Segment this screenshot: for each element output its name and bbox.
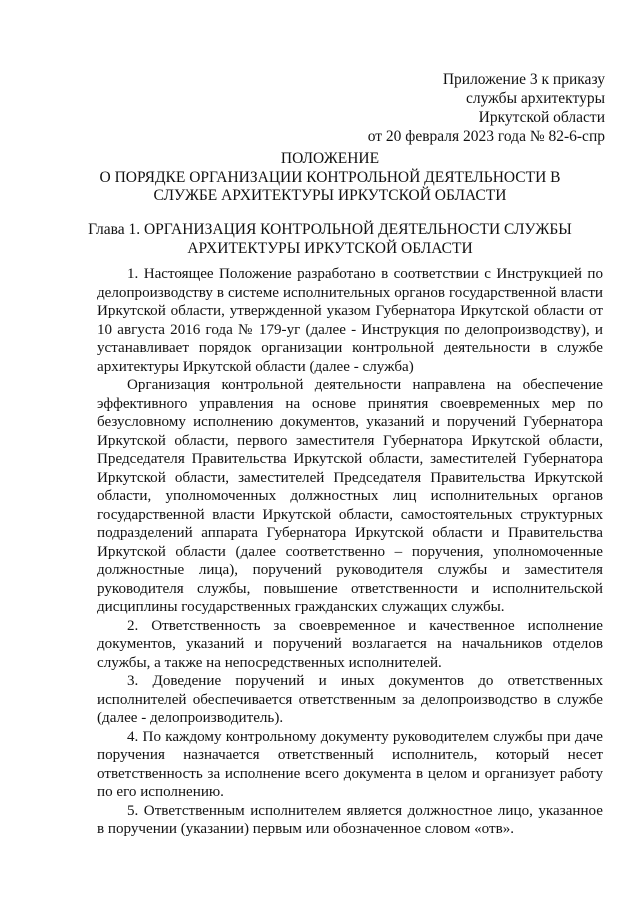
chapter-line: АРХИТЕКТУРЫ ИРКУТСКОЙ ОБЛАСТИ (187, 239, 473, 257)
appendix-line: Иркутской области (478, 109, 605, 126)
chapter-heading (60, 221, 600, 258)
title-line: О ПОРЯДКЕ ОРГАНИЗАЦИИ КОНТРОЛЬНОЙ ДЕЯТЕЛЬНОСТИ В (99, 168, 561, 186)
appendix-line: службы архитектуры (466, 90, 605, 107)
paragraph: 1. Настоящее Положение разработано в соответствии с Инструкцией по делопроизводству в системе исполнительных органов государственной власти Иркутской области, утвержденной указом Губернатора Иркутской области от 10 августа 2016 года № 179-уг (далее - Инструкция по делопроизводству), и устанавливает порядок организации контрольной деятельности в службе архитектуры Иркутской области (далее - служба) (97, 266, 603, 375)
appendix-line: от 20 февраля 2023 года № 82-6-спр (367, 128, 605, 145)
paragraph: 2. Ответственность за своевременное и качественное исполнение документов, указаний и поручений возлагается на начальников отделов службы, а также на непосредственных исполнителей. (97, 617, 603, 671)
paragraph: 5. Ответственным исполнителем является должностное лицо, указанное в поручении (указании) первым или обозначенное словом «отв». (97, 802, 603, 837)
paragraph: 3. Доведение поручений и иных документов до ответственных исполнителей обеспечивается ответственным за делопроизводство в службе (далее - делопроизводитель). (97, 673, 603, 726)
document-body (97, 265, 603, 839)
appendix-header (345, 70, 605, 146)
title-line: ПОЛОЖЕНИЕ (280, 150, 380, 167)
title-line: СЛУЖБЕ АРХИТЕКТУРЫ ИРКУТСКОЙ ОБЛАСТИ (153, 187, 507, 204)
appendix-line: Приложение 3 к приказу (442, 71, 605, 88)
chapter-line: Глава 1. ОРГАНИЗАЦИЯ КОНТРОЛЬНОЙ ДЕЯТЕЛЬНОСТИ СЛУЖБЫ (88, 221, 572, 238)
document-title (60, 150, 600, 206)
paragraph: 4. По каждому контрольному документу руководителем службы при даче поручения назначается ответственный исполнитель, который несет ответственность за исполнение всего документа в целом и организует работу по его исполнению. (97, 728, 603, 800)
paragraph: Организация контрольной деятельности направлена на обеспечение эффективного управления на основе принятия своевременных мер по безусловному исполнению документов, указаний и поручений Губернатора Иркутской области, первого заместителя Губернатора Иркутской области, Председателя Правительства Иркутской области, заместителей Губернатора Иркутской области, заместителей Председателя Правительства Иркутской области, уполномоченных должностных лиц исполнительных органов государственной власти Иркутской области, самостоятельных структурных подразделений аппарата Губернатора Иркутской области и Правительства Иркутской области (далее соответственно – поручения, уполномоченные должностные лица), поручений руководителя службы и заместителя руководителя службы, повышение ответственности и исполнительской дисциплины государственных гражданских служащих службы. (97, 377, 603, 615)
